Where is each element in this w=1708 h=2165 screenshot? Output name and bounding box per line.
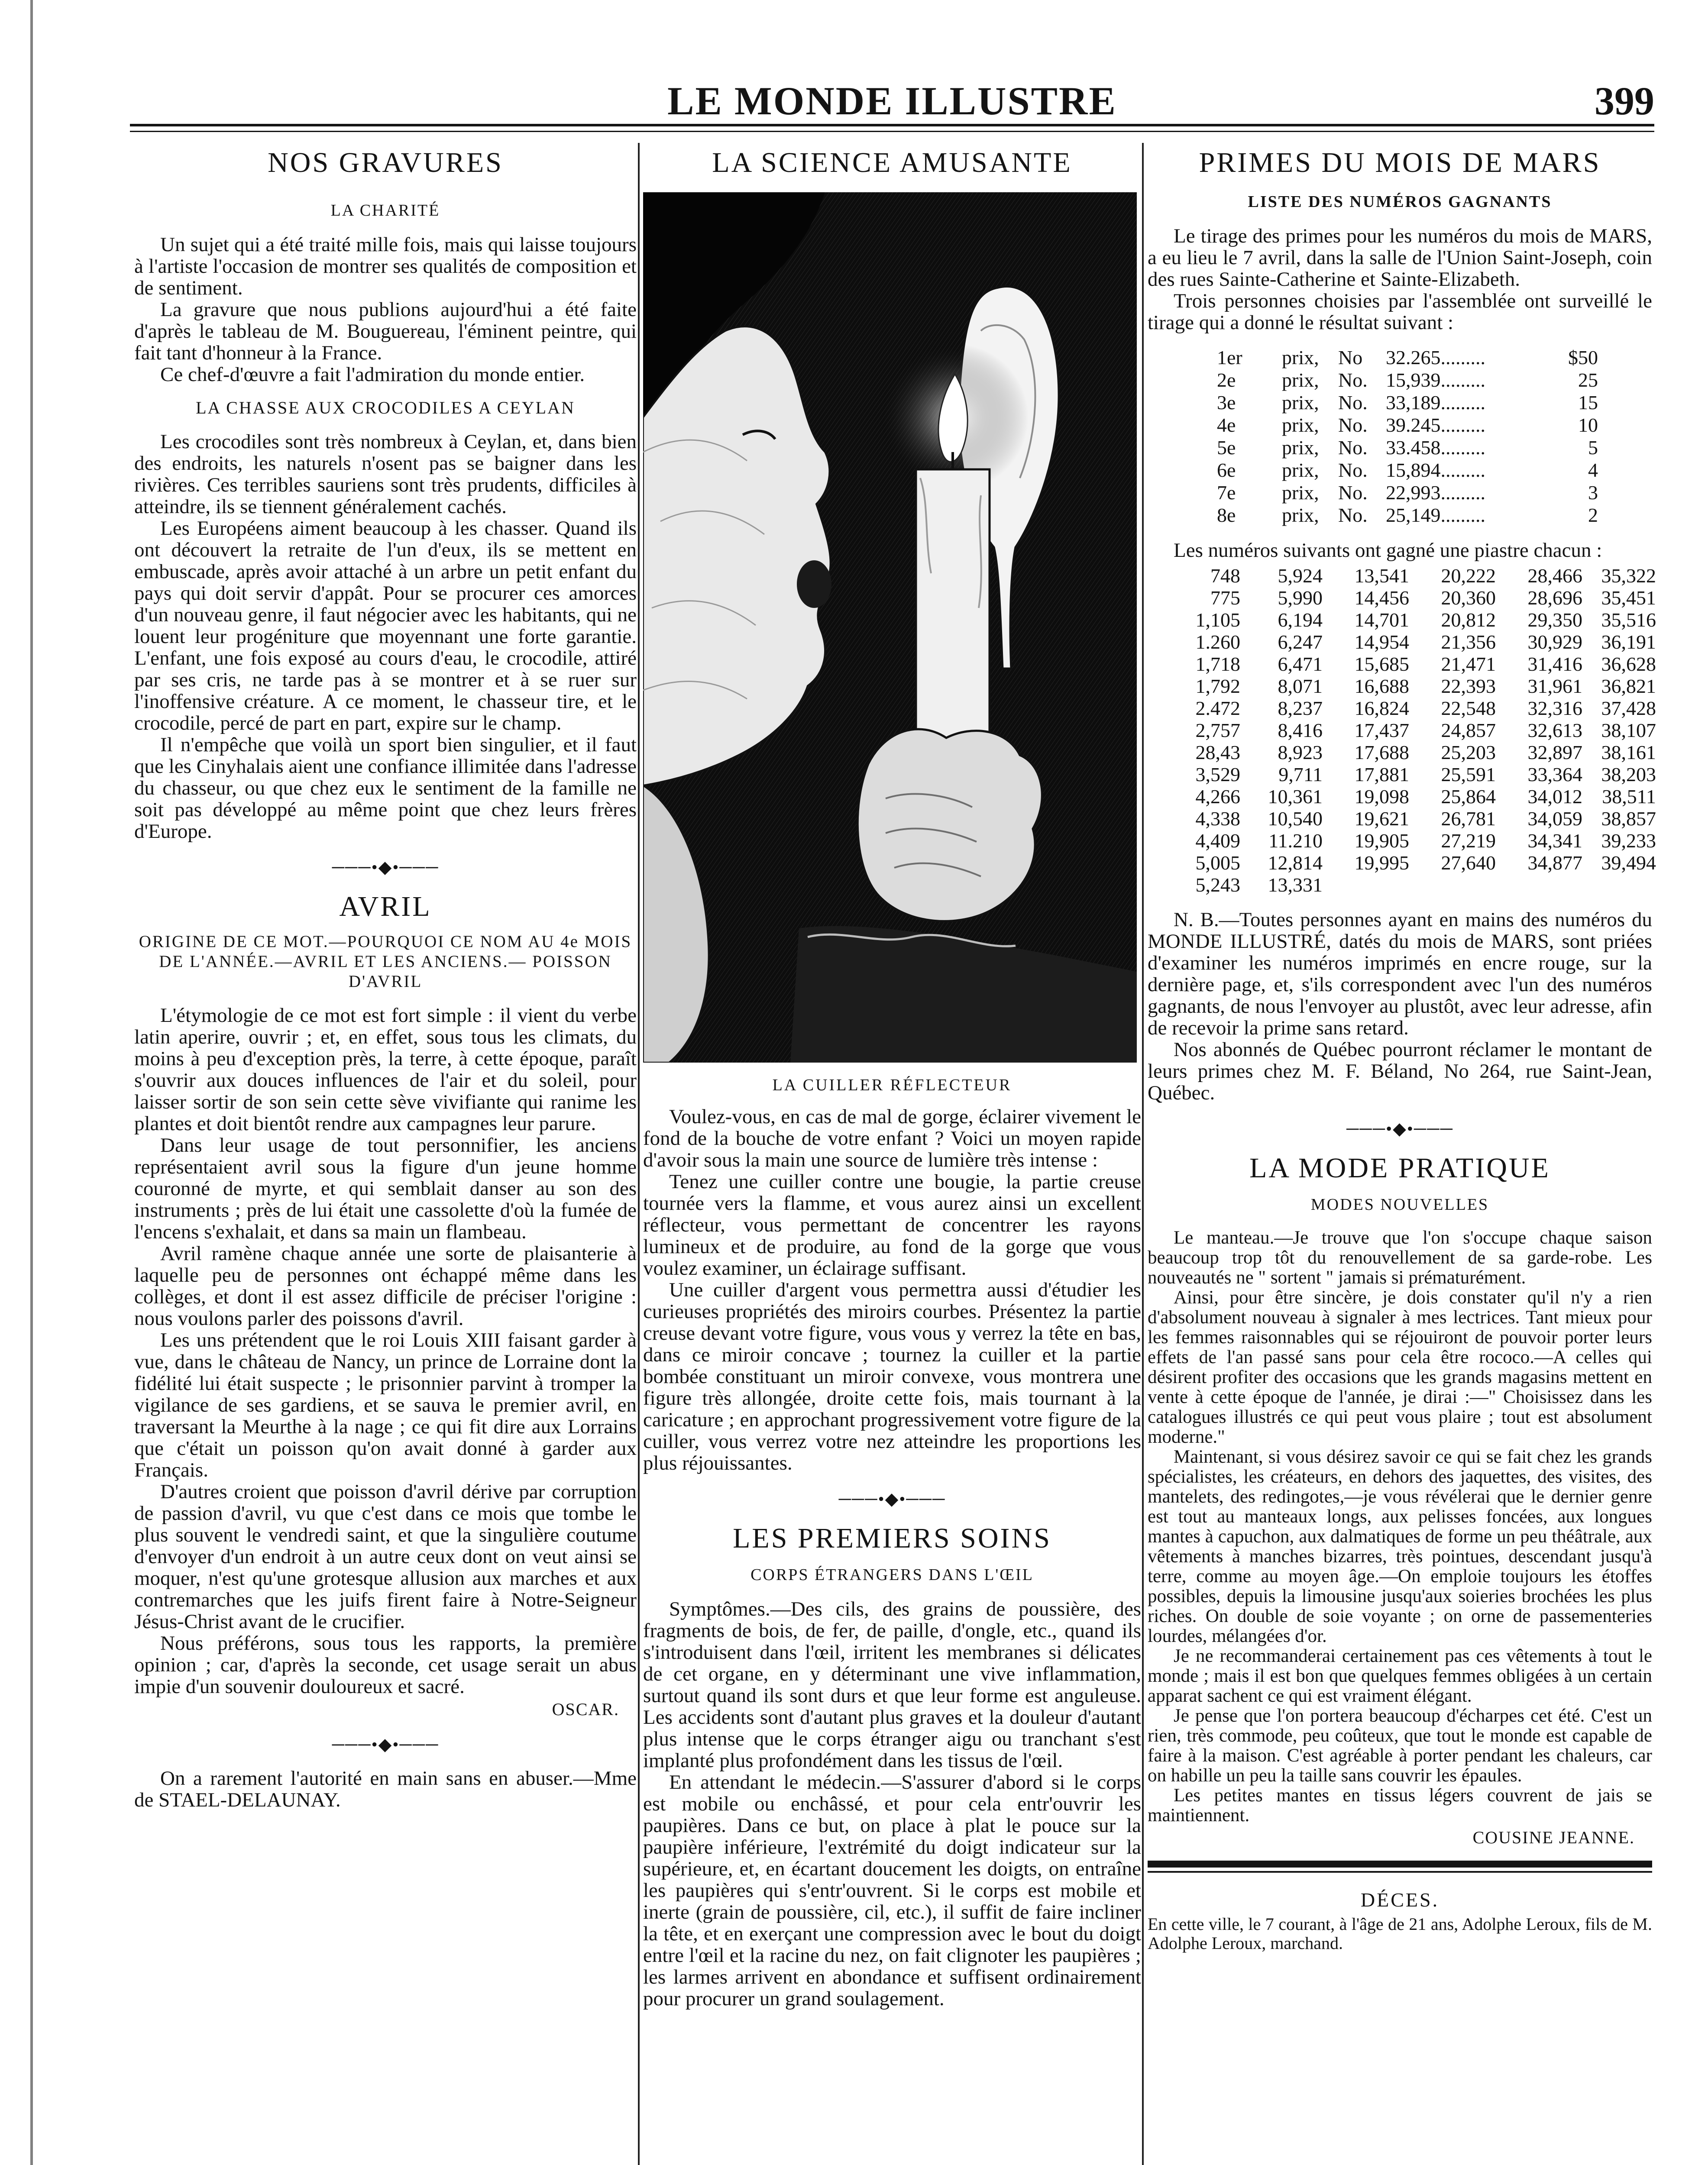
- winning-number: 5,243: [1195, 874, 1240, 896]
- thin-rule: [1148, 1871, 1652, 1873]
- paragraph: Je pense que l'on portera beaucoup d'écharpes cet été. C'est un rien, très commode, peu coûteux, que tout le monde est capable de faire à la maison. C'est agréable à porter pendant les chaleurs, car on habille un peu la taille sans couvrir les épaules.: [1148, 1706, 1652, 1786]
- ornament-divider: ───•◆•───: [332, 1735, 439, 1754]
- winning-number: 29,350: [1527, 609, 1582, 631]
- section-title: LES PREMIERS SOINS: [733, 1522, 1051, 1554]
- winning-number: 31,961: [1527, 675, 1582, 697]
- winning-number: 11.210: [1268, 830, 1323, 852]
- masthead-title: LE MONDE ILLUSTRE: [667, 79, 1117, 123]
- winning-number: 19,995: [1354, 852, 1409, 874]
- paragraph: Les crocodiles sont très nombreux à Ceylan, et, dans bien des endroits, les naturels n'osent pas se baigner dans les rivières. Ces terribles sauriens sont très prudents, difficiles à atteindre, ils se tiennent généralement cachés.: [134, 430, 637, 518]
- prize-row: 5e prix, No. 33.458......... 5: [1217, 436, 1598, 459]
- deaths-heading: DÉCES.: [1360, 1889, 1440, 1911]
- paragraph: Le tirage des primes pour les numéros du mois de MARS, a eu lieu le 7 avril, dans la salle de l'Union Saint-Joseph, coin des rues Sainte-Catherine et Sainte-Elizabeth.: [1148, 225, 1652, 291]
- winning-number: 34,877: [1527, 852, 1582, 874]
- winning-number: 38,857: [1601, 808, 1656, 830]
- winning-number: 35,451: [1601, 587, 1656, 609]
- winning-number: 6,247: [1278, 631, 1323, 653]
- winning-number: 37,428: [1601, 697, 1656, 719]
- paragraph: Je ne recommanderai certainement pas ces vêtements à tout le monde ; mais il est bon que quelques femmes obligées à un certain apparat sachent ce qui est vraiment élégant.: [1148, 1646, 1652, 1706]
- quote: On a rarement l'autorité en main sans en abuser.—Mme de STAEL-DELAUNAY.: [134, 1767, 637, 1811]
- winning-number: 17,437: [1354, 719, 1409, 741]
- ornament-divider: ───•◆•───: [332, 857, 439, 877]
- engraving-illustration: [643, 192, 1137, 1063]
- paragraph: En attendant le médecin.—S'assurer d'abord si le corps est mobile ou enchâssé, et pour cela entr'ouvrir les paupières. Dans ce but, on place à plat le pouce sur la paupière inférieure, l'extrémité du doigt indicateur sur la supérieure, et, en écartant doucement les doigts, on entraîne les paupières qui s'entr'ouvrent. Si le corps est mobile et inerte (grain de poussière, cil, etc.), il suffit de faire incliner la tête, et en exerçant une compression avec le bout du doigt entre l'œil et la racine du nez, on fait clignoter les paupières ; les larmes arrivent en abondance et suffisent ordinairement pour procurer un grand soulagement.: [643, 1771, 1141, 2010]
- winning-number: 5,924: [1278, 565, 1323, 587]
- winning-number: 22,548: [1441, 697, 1496, 719]
- winning-number: 17,881: [1354, 763, 1409, 785]
- prize-row: 3e prix, No. 33,189......... 15: [1217, 391, 1598, 414]
- winning-number: 14,456: [1354, 587, 1409, 609]
- paragraph: Ce chef-d'œuvre a fait l'admiration du monde entier.: [160, 363, 585, 386]
- prize-row: 2e prix, No. 15,939......... 25: [1217, 369, 1598, 391]
- winning-number: 15,685: [1354, 653, 1409, 675]
- winning-number: [1416, 874, 1503, 896]
- winning-number: 32,897: [1527, 741, 1582, 763]
- list-title: LISTE DES NUMÉROS GAGNANTS: [1248, 193, 1552, 211]
- deaths-notice: En cette ville, le 7 courant, à l'âge de 21 ans, Adolphe Leroux, fils de M. Adolphe Leroux, marchand.: [1148, 1914, 1652, 1953]
- winning-number: 38,511: [1602, 785, 1656, 808]
- winning-number: 13,331: [1268, 874, 1323, 896]
- section-title: PRIMES DU MOIS DE MARS: [1199, 147, 1601, 178]
- article-subtitle: MODES NOUVELLES: [1310, 1196, 1489, 1214]
- paragraph: N. B.—Toutes personnes ayant en mains des numéros du MONDE ILLUSTRÉ, datés du mois de MARS, sont priées d'examiner les numéros imprimés en encre rouge, sur la dernière page, et, s'ils correspondent avec l'un des numéros gagnants, de nous l'envoyer au plustôt, avec leur adresse, afin de recevoir la prime sans retard.: [1148, 908, 1652, 1039]
- prize-row: 1er prix, No 32.265......... $50: [1217, 346, 1598, 368]
- article-subtitle: ORIGINE DE CE MOT.—POURQUOI CE NOM AU 4e MOIS DE L'ANNÉE.—AVRIL ET LES ANCIENS.— POISSON D'AVRIL: [139, 932, 632, 991]
- winning-number: 4,338: [1195, 808, 1240, 830]
- illustration-caption: LA CUILLER RÉFLECTEUR: [772, 1076, 1012, 1094]
- winning-number: 8,416: [1278, 719, 1323, 741]
- article-heading: LA CHARITÉ: [330, 201, 440, 220]
- column-left: [134, 143, 637, 1811]
- winning-number: 1.260: [1195, 631, 1240, 653]
- winning-number: 31,416: [1527, 653, 1582, 675]
- winning-number: 26,781: [1441, 808, 1496, 830]
- winning-number: 1,105: [1195, 609, 1240, 631]
- ornament-divider: ───•◆•───: [838, 1489, 946, 1509]
- paragraph: Tenez une cuiller contre une bougie, la partie creuse tournée vers la flamme, et vous aurez ainsi un excellent réflecteur, vous permettant de concentrer les rayons lumineux et de produire, au fond de la gorge que vous voulez examiner, un éclairage suffisant.: [643, 1170, 1141, 1280]
- prize-row: 6e prix, No. 15,894......... 4: [1217, 459, 1598, 481]
- winning-number: 21,356: [1441, 631, 1496, 653]
- winning-number: 9,711: [1278, 763, 1323, 785]
- winning-number: 25,203: [1441, 741, 1496, 763]
- section-title: LA MODE PRATIQUE: [1249, 1152, 1550, 1184]
- winning-number: 4,266: [1195, 785, 1240, 808]
- paragraph: Voulez-vous, en cas de mal de gorge, éclairer vivement le fond de la bouche de votre enfant ? Voici un moyen rapide d'avoir sous la main une source de lumière très intense :: [643, 1105, 1141, 1171]
- ornament-divider: ───•◆•───: [1346, 1119, 1453, 1138]
- paragraph: Dans leur usage de tout personnifier, les anciens représentaient avril sous la figure d'un jeune homme couronné de myrte, et qui semblait danser au son des instruments ; près de lui était une cassolette d'où la fumée de l'encens s'exhalait, et dans sa main un flambeau.: [134, 1134, 637, 1243]
- winning-number: 8,923: [1278, 741, 1323, 763]
- winning-number: 25,591: [1441, 763, 1496, 785]
- winning-number: 30,929: [1527, 631, 1582, 653]
- winning-number: 3,529: [1195, 763, 1240, 785]
- page-number: 399: [1595, 79, 1654, 123]
- winning-number: 5,005: [1195, 852, 1240, 874]
- prize-row: 4e prix, No. 39.245......... 10: [1217, 414, 1598, 436]
- winning-number: 14,701: [1354, 609, 1409, 631]
- paragraph: L'étymologie de ce mot est fort simple : il vient du verbe latin aperire, ouvrir ; et, en effet, sous tous les climats, du moins à peu d'exception près, la terre, à cette époque, paraît s'ouvrir aux douces influences de l'air et du soleil, pour laisser sortir de son sein cette sève vivifiante qui ranime les plantes et doit bientôt rendre aux campagnes leur parure.: [134, 1004, 637, 1135]
- section-title: LA SCIENCE AMUSANTE: [712, 147, 1072, 178]
- winning-number: 32,613: [1527, 719, 1582, 741]
- winning-number: 34,012: [1527, 785, 1582, 808]
- winning-number: 16,688: [1354, 675, 1409, 697]
- spoon-candle-engraving: [643, 192, 1137, 1063]
- winning-number: 38,107: [1601, 719, 1656, 741]
- winning-number: 10,361: [1268, 785, 1323, 808]
- winning-number: 8,071: [1278, 675, 1323, 697]
- winning-number: 2,757: [1195, 719, 1240, 741]
- prize-list: [1217, 346, 1652, 527]
- winning-number: 748: [1210, 565, 1240, 587]
- binding-edge: [30, 0, 33, 2165]
- paragraph: Ainsi, pour être sincère, je dois constater qu'il n'y a rien d'absolument nouveau à signaler à mes lectrices. Tant mieux pour les femmes raisonnables qui se réjouiront de pouvoir porter leurs effets de l'an passé sans pour cela être rococo.—A celles qui désirent profiter des occasions que les grands magasins mettent en vente à cette époque de l'année, je dirai :—" Choisissez dans les catalogues illustrés ce qui peut vous plaire ; tout est absolument moderne.": [1148, 1287, 1652, 1447]
- winning-number: 33,364: [1527, 763, 1582, 785]
- winning-number: 28,43: [1195, 741, 1240, 763]
- winning-number: 775: [1210, 587, 1240, 609]
- winning-number: 2.472: [1195, 697, 1240, 719]
- paragraph: Nous préférons, sous tous les rapports, la première opinion ; car, d'après la seconde, cet usage serait un abus impie d'un souvenir douloureux et sacré.: [134, 1632, 637, 1698]
- section-title: AVRIL: [339, 891, 432, 922]
- paragraph: Une cuiller d'argent vous permettra aussi d'étudier les curieuses propriétés des miroirs courbes. Présentez la partie creuse devant votre figure, vous vous y verrez la tête en bas, dans ce miroir concave ; tournez la cuiller et la partie bombée constituant un miroir convexe, vous montrera une figure très allongée, droite cette fois, mais tournant à la caricature ; en approchant progressivement votre figure de la cuiller, vous verrez votre nez atteindre les proportions les plus réjouissantes.: [643, 1279, 1141, 1474]
- winning-number: 17,688: [1354, 741, 1409, 763]
- winning-number: 12,814: [1268, 852, 1323, 874]
- paragraph: D'autres croient que poisson d'avril dérive par corruption de passion d'avril, vu que c'est dans ce mois que tombe le plus souvent le vendredi saint, et que la singulière coutume d'envoyer d'un endroit à un autre ceux dont on veut ainsi se moquer, n'est qu'une grotesque allusion aux marches et aux contremarches que les juifs firent faire à Notre-Seigneur Jésus-Christ avant de le crucifier.: [134, 1480, 637, 1633]
- paragraph: Symptômes.—Des cils, des grains de poussière, des fragments de bois, de fer, de paille, d'ongle, etc., quand ils s'introduisent dans l'œil, irritent les membranes si délicates de cet organe, en y déterminant une vive inflammation, surtout quand ils sont durs et que leur forme est anguleuse. Les accidents sont d'autant plus graves et la douleur d'autant plus intense que le corps étranger aigu ou tranchant s'est implanté plus profondément dans les tissus de l'œil.: [643, 1598, 1141, 1772]
- paragraph: Trois personnes choisies par l'assemblée ont surveillé le tirage qui a donné le résultat suivant :: [1148, 290, 1652, 334]
- winning-number: 38,161: [1601, 741, 1656, 763]
- winning-number: 13,541: [1354, 565, 1409, 587]
- paragraph: Les uns prétendent que le roi Louis XIII faisant garder à vue, dans le château de Nancy, un prince de Lorraine dont la fidélité lui était suspecte ; le prisonnier parvint à tromper la vigilance de ses gardiens, et se sauva le premier avril, en traversant la Meurthe à la nage ; ce qui fit dire aux Lorrains que c'était un poisson qu'on avait donné à garder aux Français.: [134, 1329, 637, 1481]
- winning-number: [1589, 874, 1663, 896]
- article-heading: LA CHASSE AUX CROCODILES A CEYLAN: [196, 398, 575, 417]
- winning-number: [1503, 874, 1589, 896]
- winning-number: 19,621: [1354, 808, 1409, 830]
- winning-number: 24,857: [1441, 719, 1496, 741]
- winning-number: 22,393: [1441, 675, 1496, 697]
- paragraph: Avril ramène chaque année une sorte de plaisanterie à laquelle peu de personnes ont échappé même dans les collèges, et dont il est assez difficile de préciser l'origine : nous voulons parler des poissons d'avril.: [134, 1242, 637, 1330]
- paragraph: Les Européens aiment beaucoup à les chasser. Quand ils ont découvert la retraite de l'un d'eux, ils se mettent en embuscade, après avoir attaché à un arbre un petit enfant du pays qui doit servir d'appât. Pour se procurer ces amorces d'un nouveau genre, il faut négocier avec les habitants, qui ne louent leur progéniture que moyennant une forte garantie. L'enfant, une fois exposé au cours d'eau, le crocodile, attiré par ses cris, ne tarde pas à se montrer et à se ruer sur l'inoffensive créature. A ce moment, le chasseur tire, et le crocodile, percé de part en part, expire sur le champ.: [134, 517, 637, 734]
- prize-row: 8e prix, No. 25,149......... 2: [1217, 504, 1598, 526]
- paragraph: Maintenant, si vous désirez savoir ce qui se fait chez les grands spécialistes, les créateurs, en dehors des jaquettes, des visites, des mantelets, des redingotes,—je vous révélerai que le dernier genre est tout au manteaux longs, aux pelisses foncées, aux longues mantes à capuchon, aux dalmatiques de forme un peu théâtrale, aux vêtements à manches bizarres, très pointues, descendant jusqu'à terre, comme au moyen âge.—On emploie toujours les étoffes possibles, depuis la limousine jusqu'aux soieries brochées les plus riches. On double de soie voyante ; on orne de passementeries lourdes, mélangées d'or.: [1148, 1447, 1652, 1646]
- winning-number: 27,640: [1441, 852, 1496, 874]
- winning-number: 19,905: [1354, 830, 1409, 852]
- winning-number: 6,471: [1278, 653, 1323, 675]
- winning-number: 25,864: [1441, 785, 1496, 808]
- prize-row: 7e prix, No. 22,993......... 3: [1217, 481, 1598, 504]
- winning-number: 34,059: [1527, 808, 1582, 830]
- winning-number: 20,222: [1441, 565, 1496, 587]
- article-subtitle: CORPS ÉTRANGERS DANS L'ŒIL: [750, 1566, 1034, 1584]
- column-divider: [1142, 143, 1144, 2165]
- paragraph: Le manteau.—Je trouve que l'on s'occupe chaque saison beaucoup trop tôt du renouvellement de sa garde-robe. Les nouveautés ne " sortent " jamais si prématurément.: [1148, 1228, 1652, 1288]
- winning-number: 36,191: [1601, 631, 1656, 653]
- column-middle: [643, 143, 1141, 2010]
- paragraph: Un sujet qui a été traité mille fois, mais qui laisse toujours à l'artiste l'occasion de montrer ses qualités de composition et de sentiment.: [134, 233, 637, 299]
- winning-number: 32,316: [1527, 697, 1582, 719]
- winning-number: 34,341: [1527, 830, 1582, 852]
- winning-number: 28,466: [1527, 565, 1582, 587]
- winning-number: 36,628: [1601, 653, 1656, 675]
- winning-number: 39,494: [1601, 852, 1656, 874]
- paragraph: Les numéros suivants ont gagné une piastre chacun :: [1174, 539, 1602, 562]
- signature: OSCAR.: [552, 1700, 619, 1719]
- winning-number: 35,516: [1601, 609, 1656, 631]
- winning-number: 5,990: [1278, 587, 1323, 609]
- winning-numbers-table: [1161, 565, 1656, 896]
- winning-number: 20,812: [1441, 609, 1496, 631]
- winning-number: 27,219: [1441, 830, 1496, 852]
- winning-number: 21,471: [1441, 653, 1496, 675]
- winning-number: 19,098: [1354, 785, 1409, 808]
- winning-number: 39,233: [1601, 830, 1656, 852]
- winning-number: 28,696: [1527, 587, 1582, 609]
- winning-number: 20,360: [1441, 587, 1496, 609]
- header-rule-thin: [130, 131, 1654, 132]
- winning-number: 1,718: [1195, 653, 1240, 675]
- winning-number: 14,954: [1354, 631, 1409, 653]
- winning-number: 38,203: [1601, 763, 1656, 785]
- winning-number: 8,237: [1278, 697, 1323, 719]
- masthead: [130, 78, 1654, 130]
- column-right: [1148, 143, 1656, 1953]
- paragraph: Les petites mantes en tissus légers couvrent de jais se maintiennent.: [1148, 1785, 1652, 1826]
- winning-number: 10,540: [1268, 808, 1323, 830]
- winning-number: 4,409: [1195, 830, 1240, 852]
- signature: COUSINE JEANNE.: [1472, 1828, 1635, 1847]
- section-title: NOS GRAVURES: [268, 147, 503, 178]
- column-divider: [638, 143, 640, 2165]
- winning-number: 35,322: [1601, 565, 1656, 587]
- winning-number: [1330, 874, 1416, 896]
- paragraph: Nos abonnés de Québec pourront réclamer le montant de leurs primes chez M. F. Béland, No 264, rue Saint-Jean, Québec.: [1148, 1038, 1652, 1104]
- winning-number: 1,792: [1195, 675, 1240, 697]
- winning-number: 36,821: [1601, 675, 1656, 697]
- paragraph: Il n'empêche que voilà un sport bien singulier, et il faut que les Cinyhalais aient une confiance illimitée dans l'adresse du chasseur, ou que chez eux le sentiment de la famille ne soit pas développé au même point que chez leurs frères d'Europe.: [134, 734, 637, 843]
- black-rule: [1148, 1861, 1652, 1868]
- winning-number: 6,194: [1278, 609, 1323, 631]
- header-rule: [130, 124, 1654, 126]
- winning-number: 16,824: [1354, 697, 1409, 719]
- paragraph: La gravure que nous publions aujourd'hui a été faite d'après le tableau de M. Bouguereau, l'éminent peintre, qui fait tant d'honneur à la France.: [134, 298, 637, 364]
